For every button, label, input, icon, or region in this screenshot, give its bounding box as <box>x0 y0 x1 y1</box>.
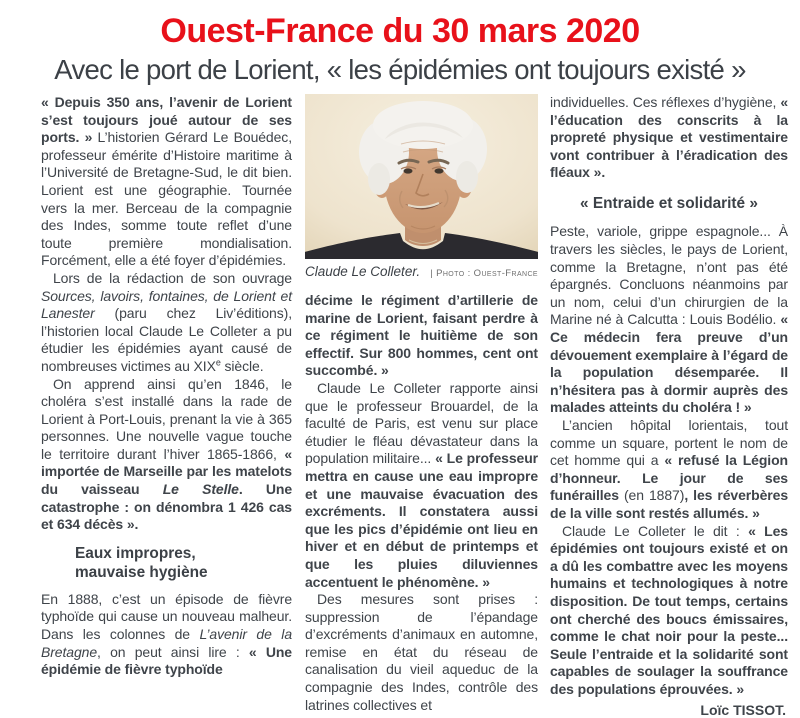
article-paragraph: Lors de la rédaction de son ouvrage Sources, lavoirs, fontaines, de Lorient et Lanester (paru chez Liv’éditions), l’historien local Claude Le Colleter a pu étudier les épidémies ayant causé de nombreuses victimes au XIXe siècle. <box>41 269 292 374</box>
article-paragraph: L’ancien hôpital lorientais, tout comme un square, portent le nom de cet homme qui a « refusé la Légion d’honneur. Le jour de ses funérailles (en 1887), les réverbères de la ville sont restés allumés. » <box>550 417 789 521</box>
author-signature: Loïc TISSOT. <box>700 701 786 718</box>
photo-caption-row <box>305 264 538 279</box>
article-paragraph: Claude Le Colleter le dit : « Les épidémies ont toujours existé et on a dû les combattre avec les moyens humains et technologiques à notre disposition. De tout temps, certains ont cherché des boucs émissaires, comme le chat noir pour la peste... Seule l’entraide et la solidarité sont capables de soulager la souffrance des populations éprouvées. » <box>550 522 788 697</box>
section-subhead: Eaux impropres, mauvaise hygiène <box>75 544 208 582</box>
masthead-title: Ouest-France du 30 mars 2020 <box>160 12 640 50</box>
column-middle-text <box>305 292 538 714</box>
article-paragraph: On apprend ainsi qu’en 1846, le choléra s’est installé dans la rade de Lorient à Port-Louis, prenant la vie à 365 personnes. Une nouvelle vague touche le territoire durant l’hiver 1865-1866, « importée de Marseille par les matelots du vaisseau Le Stelle. Une catastrophe : on dénombra 1 426 cas et 634 décès ». <box>41 375 293 533</box>
article-paragraph: Peste, variole, grippe espagnole... À travers les siècles, le pays de Lorient, comme la Bretagne, n’ont pas été épargnés. Concluons néanmoins par un nom, celui d’un chirurgien de la Marine né à Calcutta : Louis Bodélio. « Ce médecin fera preuve d’un dévouement exemplaire à l’égard de la population désemparée. Il n’hésitera pas à dormir auprès des malades atteints du choléra ! » <box>550 223 788 416</box>
article-paragraph: « Depuis 350 ans, l’avenir de Lorient s’est toujours joué autour de ses ports. » L’historien Gérard Le Bouédec, professeur émérite d’Histoire maritime à l’Université de Bretagne-Sud, le dit bien. Lorient est une géographie. Tournée vers la mer. Berceau de la compagnie des Indes, somme toute reflet d’une toute première mondialisation. Forcément, elle a été foyer d’épidémies. <box>41 94 292 269</box>
column-left <box>41 94 292 718</box>
photo-figure <box>305 94 538 279</box>
portrait-illustration <box>305 94 538 259</box>
article-paragraph: individuelles. Ces réflexes d’hygiène, « l’éducation des conscrits à la propreté physique et vestimentaire vont contribuer à l’éradication des fléaux ». <box>550 94 788 181</box>
article-paragraph: Claude Le Colleter rapporte ainsi que le professeur Brouardel, de la faculté de Paris, est venu sur place étudier le fléau dévastateur dans la population militaire... « Le professeur mettra en cause une eau impropre et une mauvaise évacuation des excréments. Il constatera aussi que les pics d’épidémie ont lieu en hiver et en début de printemps et que les pluies diluviennes accentuent le phénomène. » <box>305 379 538 590</box>
article-paragraph: En 1888, c’est un épisode de fièvre typhoïde qui cause un nouveau malheur. Dans les colonnes de L’avenir de la Bretagne, on peut ainsi lire : « Une épidémie de fièvre typhoïde <box>41 590 292 678</box>
article-paragraph: Des mesures sont prises : suppression de l’épandage d’excréments d’animaux en automne, remise en état du réseau de canalisation du vieil aqueduc de la compagnie des Indes, contrôle des latrines collectives et <box>305 591 538 713</box>
section-subhead: « Entraide et solidarité » <box>580 194 758 212</box>
photo-caption-text: Claude Le Colleter. <box>305 264 421 279</box>
article-headline: Avec le port de Lorient, « les épidémies ont toujours existé » <box>54 54 746 85</box>
article-paragraph: décime le régiment d’artillerie de marine de Lorient, faisant perdre à ce régiment le huitième de son effectif. Sur 800 hommes, cent ont succombé. » <box>305 292 538 379</box>
photo-credit: | Photo : Ouest-France <box>430 268 538 279</box>
column-middle <box>305 94 538 718</box>
article-columns <box>0 94 800 718</box>
portrait-photo <box>305 94 538 259</box>
column-right <box>550 94 788 718</box>
